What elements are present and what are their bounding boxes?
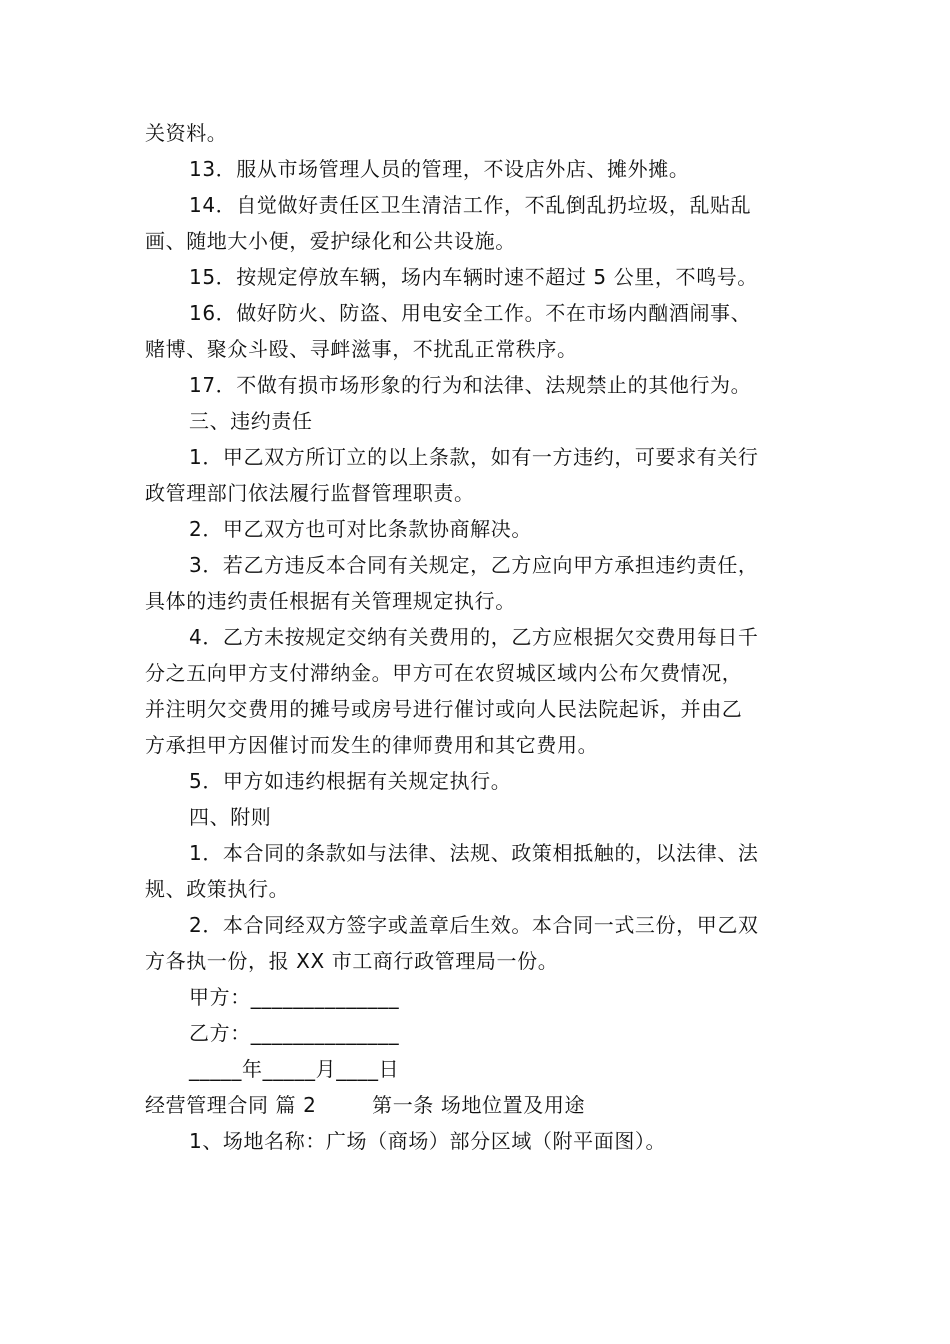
paragraph-line: 14．自觉做好责任区卫生清洁工作，不乱倒乱扔垃圾，乱贴乱 bbox=[189, 193, 752, 217]
paragraph-line: 赌博、聚众斗殴、寻衅滋事，不扰乱正常秩序。 bbox=[145, 337, 578, 361]
paragraph-line: 4．乙方未按规定交纳有关费用的，乙方应根据欠交费用每日千 bbox=[189, 625, 759, 649]
paragraph-line: 3．若乙方违反本合同有关规定，乙方应向甲方承担违约责任， bbox=[189, 553, 759, 577]
paragraph-line: 分之五向甲方支付滞纳金。甲方可在农贸城区域内公布欠费情况， bbox=[145, 661, 743, 685]
paragraph-line: 5．甲方如违约根据有关规定执行。 bbox=[189, 769, 512, 793]
paragraph-line: 2．本合同经双方签字或盖章后生效。本合同一式三份，甲乙双 bbox=[189, 913, 759, 937]
paragraph-line: 1．甲乙双方所订立的以上条款，如有一方违约，可要求有关行 bbox=[189, 445, 759, 469]
document-body bbox=[145, 115, 810, 1159]
paragraph-line: 15．按规定停放车辆，场内车辆时速不超过 5 公里，不鸣号。 bbox=[189, 265, 758, 289]
contract-title-line: 经营管理合同 篇 2 第一条 场地位置及用途 bbox=[145, 1093, 586, 1117]
date-line: _____年_____月____日 bbox=[189, 1057, 400, 1081]
section-heading: 四、附则 bbox=[189, 805, 272, 829]
party-a-signature-line: 甲方：______________ bbox=[189, 985, 400, 1009]
paragraph-line: 政管理部门依法履行监督管理职责。 bbox=[145, 481, 475, 505]
paragraph-line: 方承担甲方因催讨而发生的律师费用和其它费用。 bbox=[145, 733, 599, 757]
paragraph-line: 1．本合同的条款如与法律、法规、政策相抵触的，以法律、法 bbox=[189, 841, 759, 865]
paragraph-line: 17．不做有损市场形象的行为和法律、法规禁止的其他行为。 bbox=[189, 373, 752, 397]
paragraph-line: 13．服从市场管理人员的管理，不设店外店、摊外摊。 bbox=[189, 157, 690, 181]
paragraph-line: 方各执一份，报 XX 市工商行政管理局一份。 bbox=[145, 949, 559, 973]
party-b-signature-line: 乙方：______________ bbox=[189, 1021, 400, 1045]
paragraph-line: 关资料。 bbox=[145, 121, 228, 145]
paragraph-line: 并注明欠交费用的摊号或房号进行催讨或向人民法院起诉，并由乙 bbox=[145, 697, 743, 721]
paragraph-line: 1、场地名称：广场（商场）部分区域（附平面图）。 bbox=[189, 1129, 667, 1153]
paragraph-line: 2．甲乙双方也可对比条款协商解决。 bbox=[189, 517, 532, 541]
section-heading: 三、违约责任 bbox=[189, 409, 313, 433]
paragraph-line: 画、随地大小便，爱护绿化和公共设施。 bbox=[145, 229, 516, 253]
paragraph-line: 具体的违约责任根据有关管理规定执行。 bbox=[145, 589, 516, 613]
paragraph-line: 规、政策执行。 bbox=[145, 877, 290, 901]
paragraph-line: 16．做好防火、防盗、用电安全工作。不在市场内酗酒闹事、 bbox=[189, 301, 752, 325]
